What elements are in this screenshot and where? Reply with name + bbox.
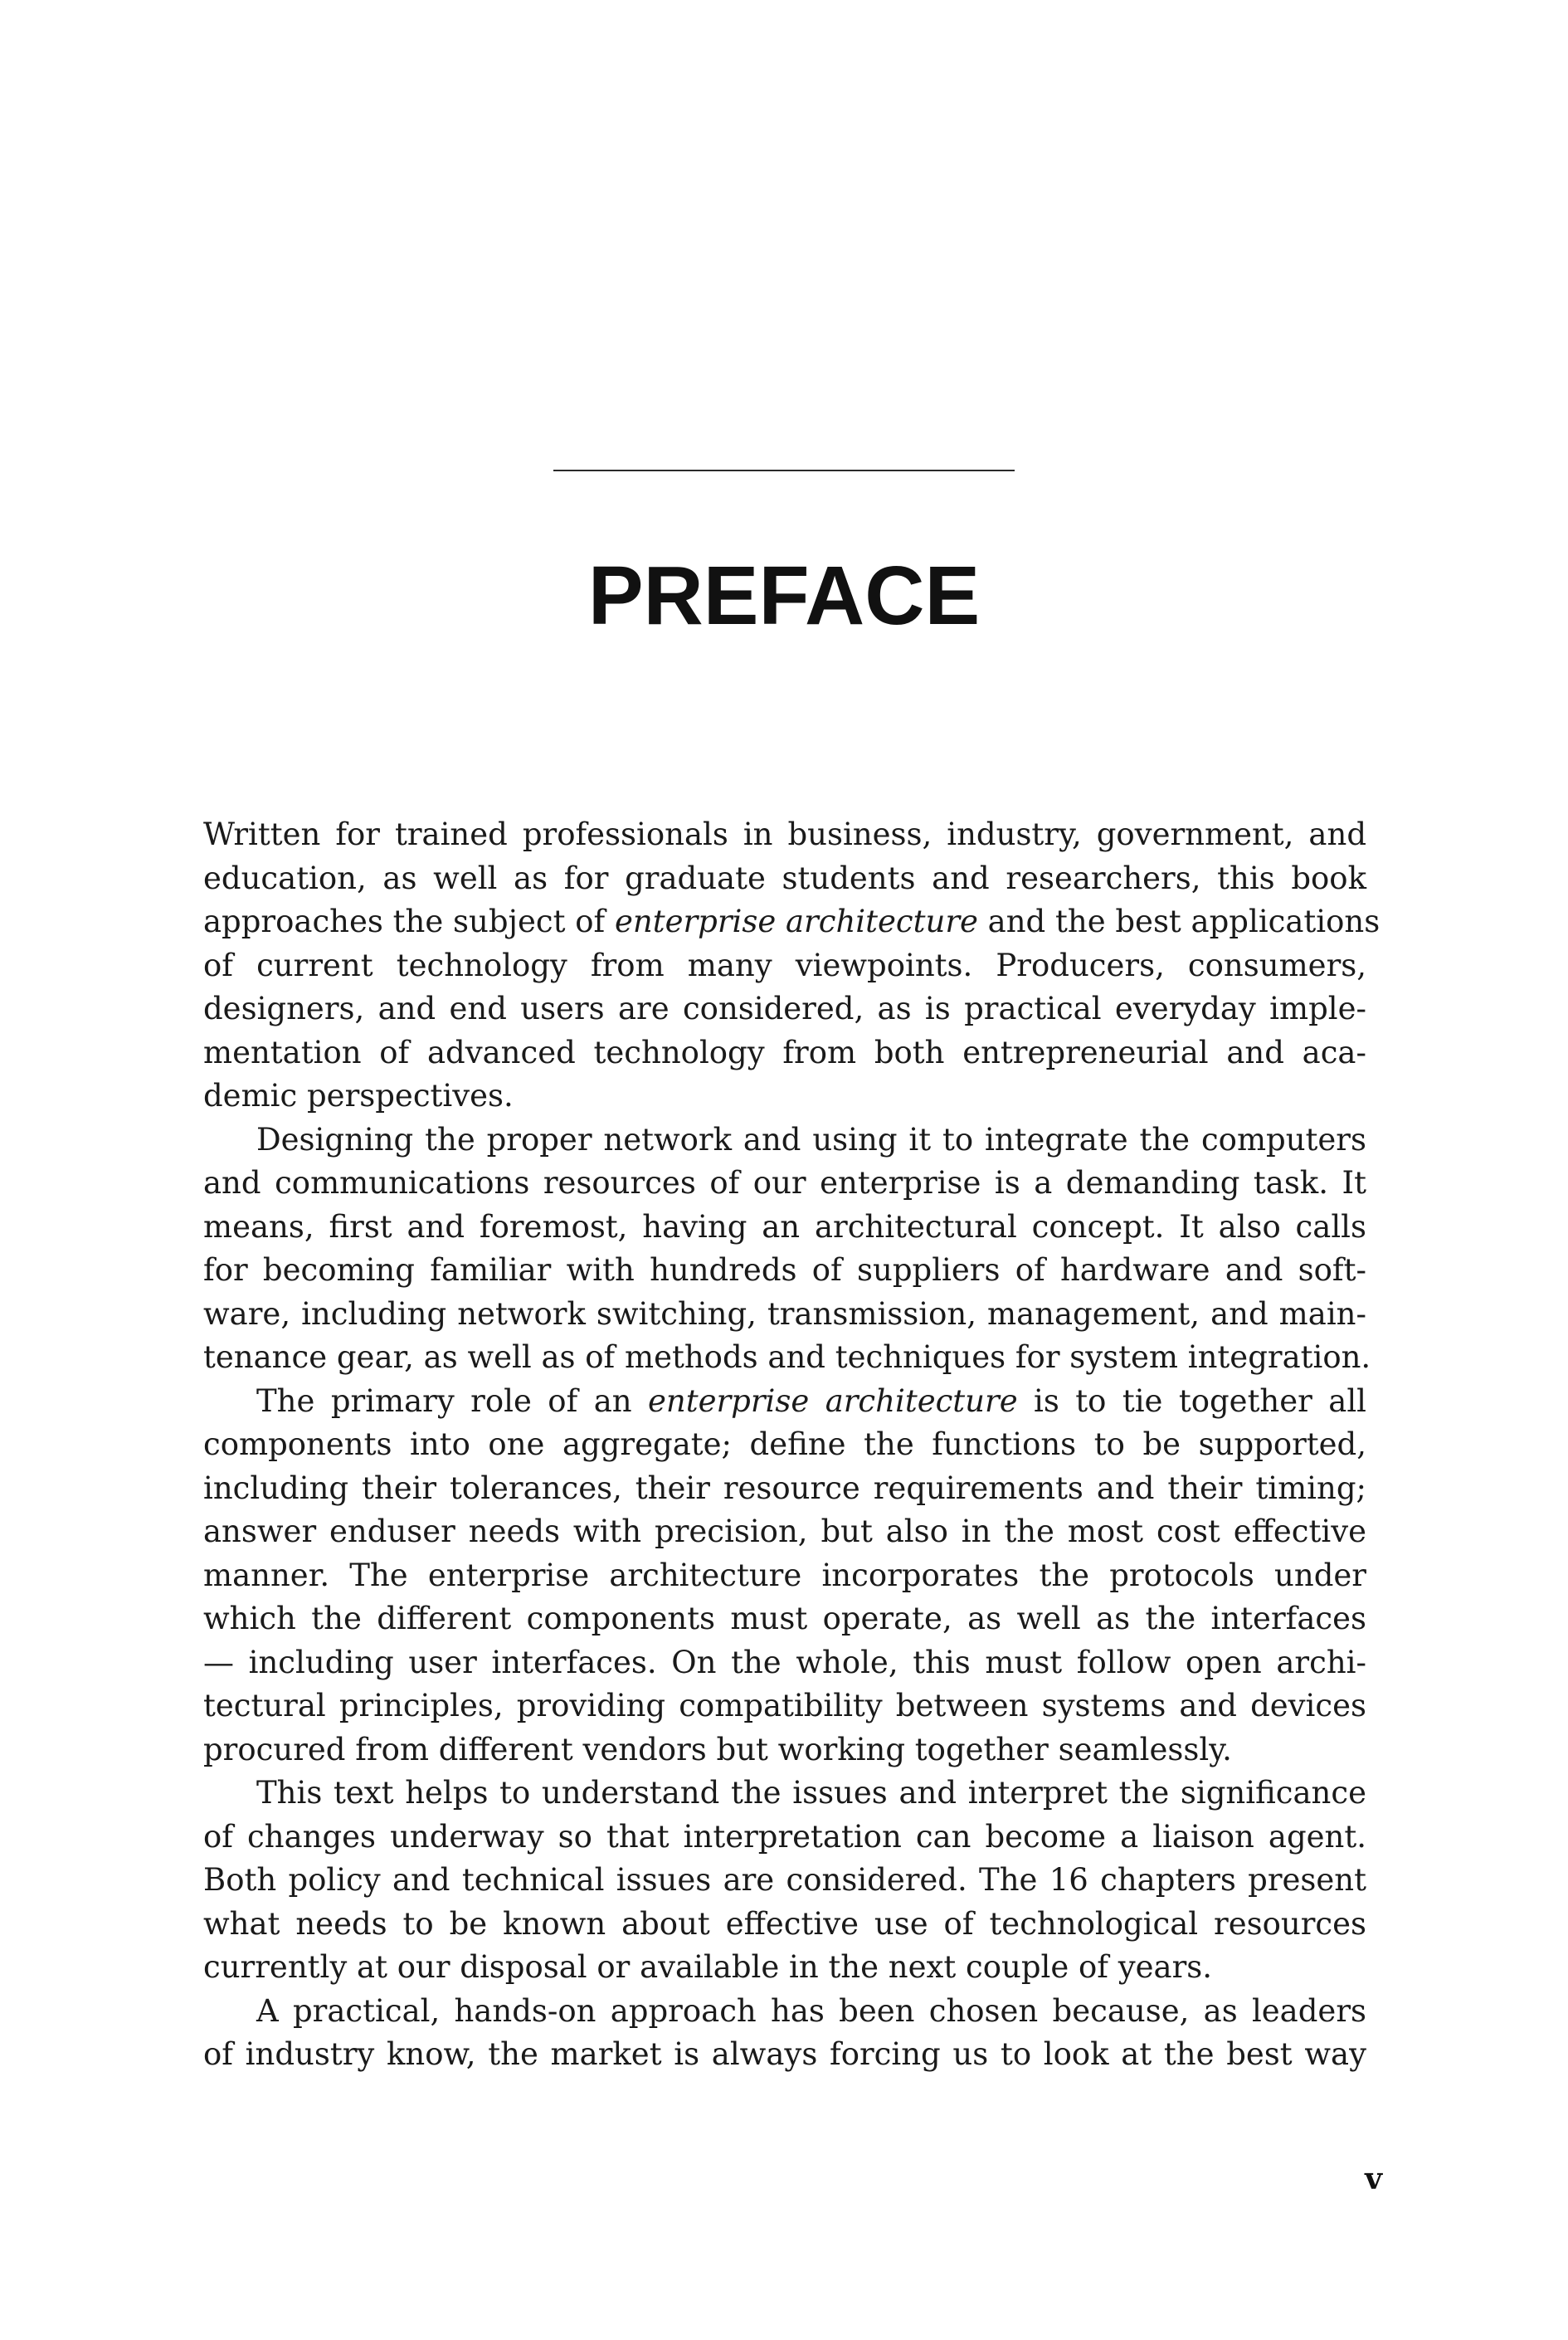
text-line: of industry know, the market is always forcing us to look at the best way <box>203 2036 1366 2072</box>
paragraph <box>203 813 1381 1119</box>
paragraph <box>203 1990 1366 2077</box>
text-line: tectural principles, providing compatibility between systems and devices <box>203 1688 1366 1723</box>
text-line: answer enduser needs with precision, but also in the most cost effective <box>203 1514 1366 1549</box>
emphasis: enterprise architecture <box>648 1382 1018 1419</box>
text-line: — including user interfaces. On the whole, this must follow open archi- <box>203 1644 1366 1680</box>
text-line: Written for trained professionals in business, industry, government, and <box>203 817 1366 852</box>
preface-body <box>203 813 1381 2077</box>
text-line: ware, including network switching, transmission, management, and main- <box>203 1295 1366 1332</box>
text-line: which the different components must operate, as well as the interfaces <box>203 1601 1366 1636</box>
text-line: currently at our disposal or available in the next couple of years. <box>203 1949 1213 1985</box>
text-line: mentation of advanced technology from both entrepreneurial and aca- <box>203 1034 1366 1070</box>
text-line: The primary role of an enterprise architecture is to tie together all <box>256 1382 1366 1419</box>
text-line: what needs to be known about effective use of technological resources <box>203 1905 1366 1942</box>
text-line: approaches the subject of enterprise architecture and the best applications <box>203 904 1381 939</box>
text-line: of current technology from many viewpoints. Producers, consumers, <box>203 947 1366 983</box>
text-line: education, as well as for graduate students and researchers, this book <box>203 860 1366 896</box>
text-line: for becoming familiar with hundreds of suppliers of hardware and soft- <box>203 1252 1366 1288</box>
text-line: Both policy and technical issues are considered. The 16 chapters present <box>203 1862 1366 1898</box>
text-line: manner. The enterprise architecture incorporates the protocols under <box>203 1557 1366 1593</box>
page-title: PREFACE <box>587 549 981 642</box>
text-line: This text helps to understand the issues and interpret the significance <box>256 1775 1366 1811</box>
text-line: means, first and foremost, having an architectural concept. It also calls <box>203 1208 1366 1245</box>
text-line: components into one aggregate; define the functions to be supported, <box>203 1426 1366 1462</box>
text-line: Designing the proper network and using it to integrate the computers <box>256 1121 1366 1158</box>
emphasis: enterprise architecture <box>614 904 978 939</box>
text-line: of changes underway so that interpretation can become a liaison agent. <box>203 1818 1366 1855</box>
text-line: and communications resources of our enterprise is a demanding task. It <box>203 1165 1366 1201</box>
text-line: demic perspectives. <box>203 1078 514 1114</box>
text-line: designers, and end users are considered, as is practical everyday imple- <box>203 991 1366 1026</box>
text-line: procured from different vendors but working together seamlessly. <box>203 1731 1232 1767</box>
paragraph <box>203 1119 1371 1380</box>
page-number: v <box>1365 2162 1382 2196</box>
title-rule <box>553 470 1015 471</box>
text-line: including their tolerances, their resource requirements and their timing; <box>203 1470 1366 1506</box>
paragraph <box>203 1380 1366 1772</box>
text-line: A practical, hands-on approach has been chosen because, as leaders <box>256 1992 1366 2029</box>
text-line: tenance gear, as well as of methods and techniques for system integration. <box>203 1339 1371 1375</box>
paragraph <box>203 1772 1366 1990</box>
